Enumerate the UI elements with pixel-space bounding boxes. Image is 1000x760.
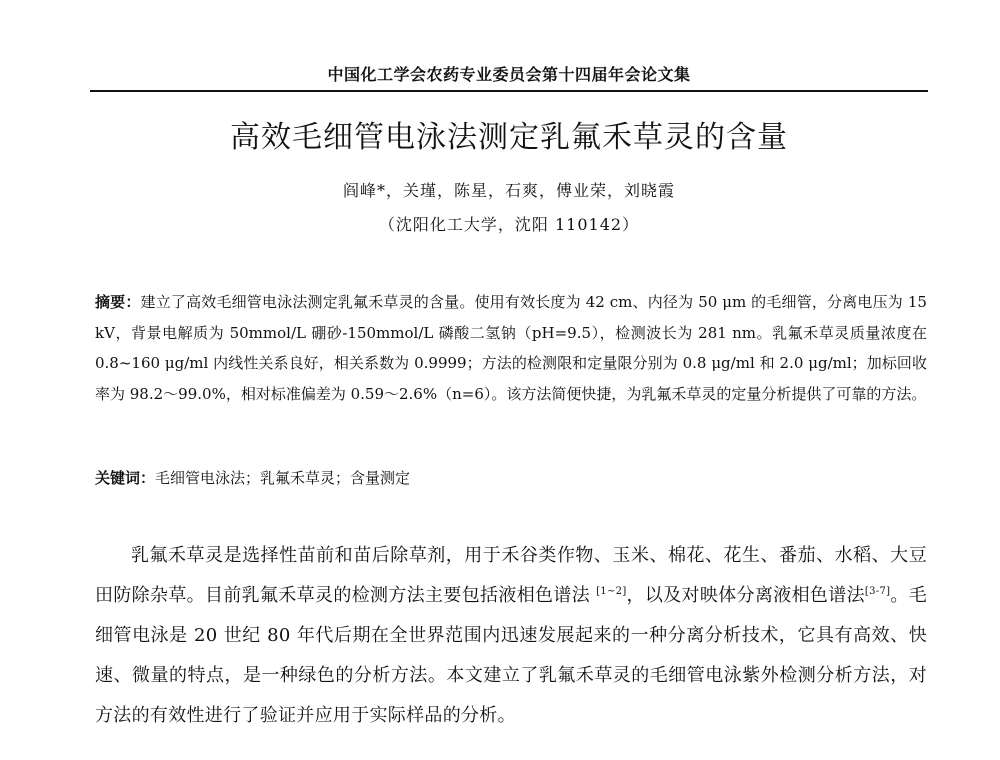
- header-rule: [90, 90, 928, 92]
- keywords-label: 关键词：: [95, 469, 156, 487]
- body-text-part2: ，以及对映体分离液相色谱法: [626, 585, 865, 606]
- running-head: 中国化工学会农药专业委员会第十四届年会论文集: [327, 65, 691, 84]
- citation-ref-2: [3-7]: [864, 586, 891, 597]
- paper-title: 高效毛细管电泳法测定乳氟禾草灵的含量: [230, 120, 788, 155]
- keywords-line: [95, 466, 927, 490]
- citation-ref-1: [1~2]: [596, 586, 627, 597]
- body-paragraph: [95, 536, 927, 736]
- abstract-text: 建立了高效毛细管电泳法测定乳氟禾草灵的含量。使用有效长度为 42 cm、内径为 50 μm 的毛细管，分离电压为 15 kV，背景电解质为 50mmol/L 硼砂-150mmol/L 磷酸二氢钠（pH=9.5），检测波长为 281 nm。乳氟禾草灵质量浓度在 0.8~160 μg/ml 内线性关系良好，相关系数为 0.9999；方法的检测限和定量限分别为 0.8 μg/ml 和 2.0 μg/ml；加标回收率为 98.2～99.0%，相对标准偏差为 0.59～2.6%（n=6）。该方法简便快捷，为乳氟禾草灵的定量分析提供了可靠的方法。: [95, 293, 927, 403]
- abstract-paragraph: [95, 287, 927, 409]
- abstract-label: 摘要：: [95, 293, 141, 311]
- author-list: 阎峰*，关瑾，陈星，石爽，傅业荣，刘晓霞: [342, 181, 675, 200]
- keywords-text: 毛细管电泳法；乳氟禾草灵；含量测定: [155, 469, 411, 487]
- body-text-part3: 。毛细管电泳是 20 世纪 80 年代后期在全世界范围内迅速发展起来的一种分离分析技术，它具有高效、快速、微量的特点，是一种绿色的分析方法。本文建立了乳氟禾草灵的毛细管电泳紫外检测分析方法，对方法的有效性进行了验证并应用于实际样品的分析。: [95, 585, 927, 726]
- body-text-part1: 乳氟禾草灵是选择性苗前和苗后除草剂，用于禾谷类作物、玉米、棉花、花生、番茄、水稻、大豆田防除杂草。目前乳氟禾草灵的检测方法主要包括液相色谱法: [95, 545, 927, 606]
- affiliation: （沈阳化工大学，沈阳 110142）: [378, 215, 640, 234]
